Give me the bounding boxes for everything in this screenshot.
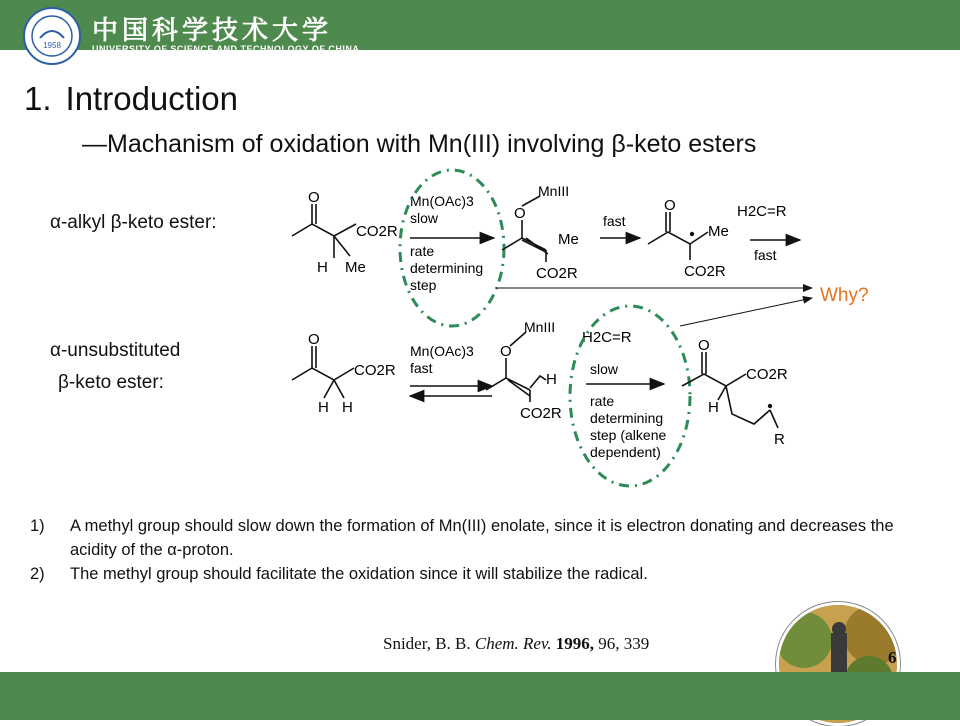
top-fast-1: fast <box>603 213 626 229</box>
bottom-rds-3: step (alkene <box>590 427 667 443</box>
bottom-product <box>682 352 778 428</box>
bottom-rds-1: rate <box>590 393 615 409</box>
top-radical-me: Me <box>708 223 729 240</box>
top-rds-3: step <box>410 277 437 293</box>
bottom-reactant-h1: H <box>318 399 329 416</box>
top-enolate-me: Me <box>558 231 579 248</box>
university-name-cn: 中国科学技术大学 <box>92 16 333 46</box>
bottom-product-o: O <box>698 337 710 354</box>
bottom-reactant <box>292 346 354 398</box>
label-alpha-unsubstituted: α-unsubstituted <box>50 340 181 361</box>
bottom-enolate-mn: MnIII <box>524 319 556 335</box>
top-reagent: Mn(OAc)3 <box>410 193 474 209</box>
top-radical-o: O <box>664 197 676 214</box>
label-alpha-alkyl: α-alkyl β-keto ester: <box>50 212 217 233</box>
top-radical-dot <box>690 232 694 236</box>
note-number: 1) <box>30 517 45 535</box>
bottom-reactant-co2r: CO2R <box>354 362 396 379</box>
notes-list <box>30 514 940 586</box>
label-beta-keto-ester: β-keto ester: <box>58 372 164 393</box>
bottom-radical-dot <box>768 404 772 408</box>
bottom-reactant-o: O <box>308 331 320 348</box>
bottom-reagent: Mn(OAc)3 <box>410 343 474 359</box>
top-rds-1: rate <box>410 243 435 259</box>
note-item <box>30 514 940 562</box>
citation-year: 1996, <box>555 634 595 653</box>
bottom-rds-4: dependent) <box>590 444 661 460</box>
top-reactant-h: H <box>317 259 328 276</box>
section-title: Introduction <box>65 80 238 117</box>
bottom-reactant-h2: H <box>342 399 353 416</box>
note-text: The methyl group should facilitate the oxidation since it will stabilize the radical. <box>70 565 648 583</box>
bottom-enolate-o: O <box>500 343 512 360</box>
bottom-rds-2: determining <box>590 410 664 426</box>
bottom-reagent-fast: fast <box>410 360 433 376</box>
top-rds-2: determining <box>410 260 484 276</box>
top-radical <box>648 212 708 260</box>
bottom-product-r: R <box>774 431 785 448</box>
top-fast-2: fast <box>754 247 777 263</box>
note-number: 2) <box>30 565 45 583</box>
bottom-enolate-co2r: CO2R <box>520 405 562 422</box>
page-number: 6 <box>888 648 897 667</box>
why-label: Why? <box>820 285 869 306</box>
note-item <box>30 562 940 586</box>
top-radical-co2r: CO2R <box>684 263 726 280</box>
top-reactant-me: Me <box>345 259 366 276</box>
bottom-product-co2r: CO2R <box>746 366 788 383</box>
bottom-enolate-h: H <box>546 371 557 388</box>
bottom-product-h: H <box>708 399 719 416</box>
university-name-en: UNIVERSITY OF SCIENCE AND TECHNOLOGY OF CHINA <box>92 44 360 54</box>
logo-year: 1958 <box>43 41 61 50</box>
bottom-enolate <box>486 332 546 402</box>
citation-authors: Snider, B. B. <box>383 634 471 653</box>
top-enolate-mn: MnIII <box>538 183 570 199</box>
top-reactant <box>292 204 356 258</box>
top-enolate-o: O <box>514 205 526 222</box>
footer-bar <box>0 672 960 720</box>
slide-subtitle: —Machanism of oxidation with Mn(III) involving β-keto esters <box>82 130 757 158</box>
note-text: A methyl group should slow down the formation of Mn(III) enolate, since it is electron donating and decreases the acidity of the α-proton. <box>70 517 894 559</box>
bottom-slow: slow <box>590 361 619 377</box>
why-arrow-bottom <box>680 298 812 326</box>
top-enolate-co2r: CO2R <box>536 265 578 282</box>
section-number: 1. <box>24 80 52 117</box>
top-alkene: H2C=R <box>737 203 787 220</box>
citation <box>383 634 649 654</box>
bottom-alkene: H2C=R <box>582 329 632 346</box>
top-reagent-slow: slow <box>410 210 439 226</box>
citation-journal: Chem. Rev. <box>474 634 552 653</box>
citation-volume-pages: 96, 339 <box>598 634 650 653</box>
top-reactant-o: O <box>308 189 320 206</box>
top-reactant-co2r: CO2R <box>356 223 398 240</box>
